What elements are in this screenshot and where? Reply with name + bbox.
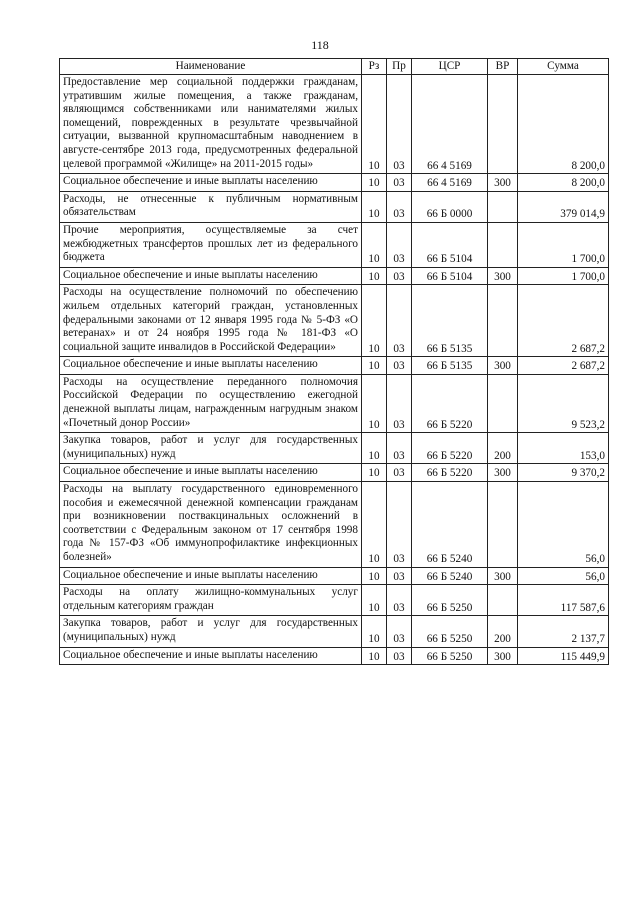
cell-name: Социальное обеспечение и иные выплаты населению (60, 174, 362, 192)
cell-pr: 03 (387, 567, 412, 585)
cell-rz: 10 (362, 464, 387, 482)
cell-vr (488, 75, 518, 174)
table-row (60, 433, 609, 464)
column-header-sum: Сумма (518, 59, 609, 75)
cell-rz: 10 (362, 585, 387, 616)
cell-pr: 03 (387, 585, 412, 616)
cell-csr: 66 Б 5250 (412, 585, 488, 616)
cell-csr: 66 Б 5220 (412, 433, 488, 464)
cell-vr: 300 (488, 267, 518, 285)
cell-sum: 2 687,2 (518, 285, 609, 357)
cell-csr: 66 Б 5250 (412, 647, 488, 665)
table-row (60, 616, 609, 647)
cell-vr: 200 (488, 616, 518, 647)
cell-pr: 03 (387, 616, 412, 647)
cell-pr: 03 (387, 222, 412, 267)
column-header-pr: Пр (387, 59, 412, 75)
cell-csr: 66 Б 0000 (412, 191, 488, 222)
cell-name: Расходы, не отнесенные к публичным нормативным обязательствам (60, 191, 362, 222)
cell-pr: 03 (387, 374, 412, 432)
cell-sum: 8 200,0 (518, 174, 609, 192)
cell-rz: 10 (362, 191, 387, 222)
cell-name: Расходы на осуществление переданного полномочия Российской Федерации по осуществлению ежегодной денежной выплаты лицам, награжденным нагрудным знаком «Почетный донор России» (60, 374, 362, 432)
cell-rz: 10 (362, 222, 387, 267)
table-row (60, 267, 609, 285)
cell-csr: 66 Б 5135 (412, 357, 488, 375)
cell-rz: 10 (362, 433, 387, 464)
cell-vr: 300 (488, 464, 518, 482)
cell-name: Социальное обеспечение и иные выплаты населению (60, 357, 362, 375)
cell-name: Социальное обеспечение и иные выплаты населению (60, 267, 362, 285)
cell-name: Прочие мероприятия, осуществляемые за счет межбюджетных трансфертов прошлых лет из федерального бюджета (60, 222, 362, 267)
cell-rz: 10 (362, 567, 387, 585)
cell-rz: 10 (362, 285, 387, 357)
cell-vr (488, 191, 518, 222)
cell-csr: 66 Б 5240 (412, 482, 488, 568)
cell-pr: 03 (387, 482, 412, 568)
cell-vr (488, 222, 518, 267)
table-row (60, 222, 609, 267)
cell-name: Расходы на осуществление полномочий по обеспечению жильем отдельных категорий граждан, установленных федеральными законами от 12 января 1995 года № 5-ФЗ «О ветеранах» и от 24 ноября 1995 года № 181-ФЗ «О социальной защите инвалидов в Российской Федерации» (60, 285, 362, 357)
cell-pr: 03 (387, 75, 412, 174)
cell-csr: 66 4 5169 (412, 75, 488, 174)
cell-sum: 9 370,2 (518, 464, 609, 482)
table-row (60, 285, 609, 357)
cell-sum: 115 449,9 (518, 647, 609, 665)
table-row (60, 374, 609, 432)
cell-pr: 03 (387, 267, 412, 285)
cell-pr: 03 (387, 357, 412, 375)
cell-csr: 66 Б 5104 (412, 222, 488, 267)
page-number: 118 (311, 38, 329, 52)
table-row (60, 174, 609, 192)
column-header-vr: ВР (488, 59, 518, 75)
cell-name: Социальное обеспечение и иные выплаты населению (60, 567, 362, 585)
cell-rz: 10 (362, 616, 387, 647)
cell-sum: 56,0 (518, 567, 609, 585)
table-row (60, 585, 609, 616)
cell-rz: 10 (362, 647, 387, 665)
cell-pr: 03 (387, 647, 412, 665)
cell-name: Закупка товаров, работ и услуг для государственных (муниципальных) нужд (60, 616, 362, 647)
cell-pr: 03 (387, 174, 412, 192)
cell-sum: 379 014,9 (518, 191, 609, 222)
column-header-name: Наименование (60, 59, 362, 75)
cell-sum: 8 200,0 (518, 75, 609, 174)
table-row (60, 75, 609, 174)
cell-vr (488, 374, 518, 432)
column-header-csr: ЦСР (412, 59, 488, 75)
cell-vr: 300 (488, 567, 518, 585)
table-row (60, 464, 609, 482)
cell-rz: 10 (362, 267, 387, 285)
cell-csr: 66 Б 5220 (412, 464, 488, 482)
cell-csr: 66 Б 5240 (412, 567, 488, 585)
cell-vr (488, 482, 518, 568)
cell-vr (488, 585, 518, 616)
cell-name: Расходы на оплату жилищно-коммунальных услуг отдельным категориям граждан (60, 585, 362, 616)
cell-pr: 03 (387, 191, 412, 222)
cell-vr: 300 (488, 647, 518, 665)
cell-rz: 10 (362, 374, 387, 432)
cell-sum: 1 700,0 (518, 267, 609, 285)
cell-name: Расходы на выплату государственного единовременного пособия и ежемесячной денежной компенсации гражданам при возникновении поствакцинальных осложнений в соответствии с Федеральным законом от 17 сентября 1998 года № 157-ФЗ «Об иммунопрофилактике инфекционных болезней» (60, 482, 362, 568)
cell-sum: 117 587,6 (518, 585, 609, 616)
cell-vr: 200 (488, 433, 518, 464)
cell-pr: 03 (387, 433, 412, 464)
table-row (60, 647, 609, 665)
cell-name: Закупка товаров, работ и услуг для государственных (муниципальных) нужд (60, 433, 362, 464)
table-row (60, 357, 609, 375)
cell-rz: 10 (362, 482, 387, 568)
cell-sum: 2 137,7 (518, 616, 609, 647)
cell-csr: 66 Б 5104 (412, 267, 488, 285)
table-body (60, 75, 609, 665)
cell-csr: 66 Б 5135 (412, 285, 488, 357)
cell-vr (488, 285, 518, 357)
cell-sum: 56,0 (518, 482, 609, 568)
cell-rz: 10 (362, 75, 387, 174)
cell-pr: 03 (387, 464, 412, 482)
table-header-row (60, 59, 609, 75)
cell-sum: 2 687,2 (518, 357, 609, 375)
cell-name: Предоставление мер социальной поддержки гражданам, утратившим жилые помещения, а также гражданам, являющимся собственниками или нанимателями жилых помещений, поврежденных в результате чрезвычайной ситуации, вызванной крупномасштабным наводнением в августе-сентябре 2013 года, предусмотренных федеральной целевой программой «Жилище» на 2011-2015 годы» (60, 75, 362, 174)
table-row (60, 567, 609, 585)
cell-rz: 10 (362, 174, 387, 192)
cell-rz: 10 (362, 357, 387, 375)
table-row (60, 482, 609, 568)
table-row (60, 191, 609, 222)
cell-csr: 66 Б 5220 (412, 374, 488, 432)
cell-name: Социальное обеспечение и иные выплаты населению (60, 647, 362, 665)
budget-table (59, 58, 609, 665)
column-header-rz: Рз (362, 59, 387, 75)
cell-pr: 03 (387, 285, 412, 357)
cell-sum: 153,0 (518, 433, 609, 464)
cell-sum: 9 523,2 (518, 374, 609, 432)
cell-sum: 1 700,0 (518, 222, 609, 267)
cell-csr: 66 Б 5250 (412, 616, 488, 647)
cell-name: Социальное обеспечение и иные выплаты населению (60, 464, 362, 482)
cell-csr: 66 4 5169 (412, 174, 488, 192)
cell-vr: 300 (488, 357, 518, 375)
cell-vr: 300 (488, 174, 518, 192)
